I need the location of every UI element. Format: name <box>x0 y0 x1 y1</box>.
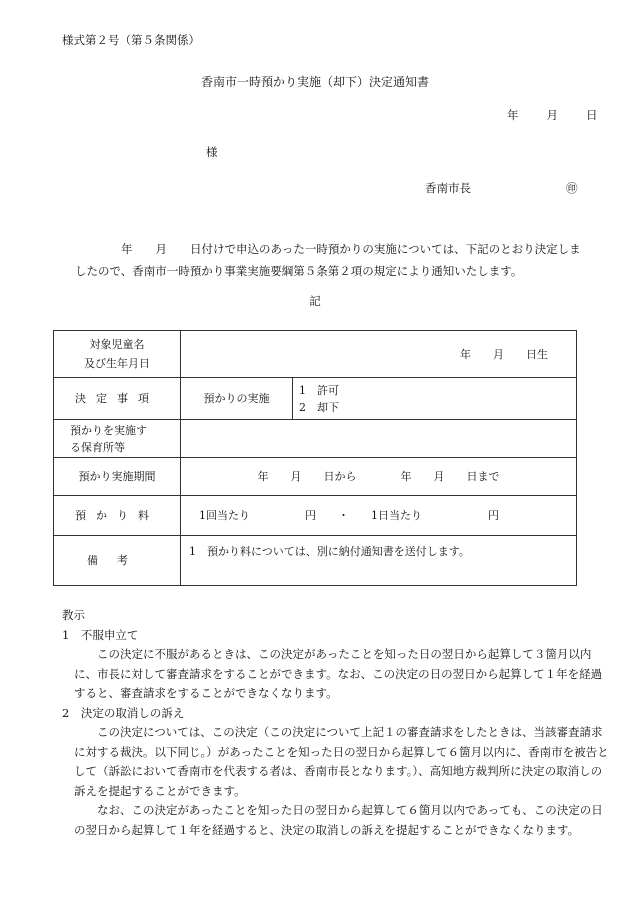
intro-paragraph: 年 月 日付けで申込のあった一時預かりの実施については、下記のとおり決定しましたので、香南市一時預かり事業実施要綱第５条第２項の規定により通知いたします。 <box>75 242 581 278</box>
lawsuit-body-1: この決定については、この決定（この決定について上記１の審査請求をしたときは、当該審査請求に対する裁決。以下同じ。）があったことを知った日の翌日から起算して６箇月以内に、香南市を被告として（訴訟において香南市を代表する者は、香南市長となります。）、高知地方裁判所に決定の取消しの訴えを提起することができます。 <box>74 725 609 798</box>
lawsuit-body-2: なお、この決定があったことを知った日の翌日から起算して６箇月以内であっても、この決定の日の翌日から起算して１年を経過すると、決定の取消しの訴えを提起することができなくなります。 <box>74 803 603 837</box>
instructions-section <box>62 606 610 840</box>
date-year: 年 <box>507 108 519 122</box>
table-row-child <box>54 331 577 378</box>
child-birthdate-field: 年 月 日生 <box>181 331 577 378</box>
decision-label: 決定事項 <box>54 378 181 420</box>
table-row-fee <box>54 496 577 536</box>
seal-mark: ㊞ <box>566 181 578 195</box>
decision-sub-label: 預かりの実施 <box>181 378 293 420</box>
lawsuit-heading: 2 決定の取消しの訴え <box>62 705 185 720</box>
sender-name: 香南市長 <box>425 181 471 195</box>
remarks-field: 1 預かり料については、別に納付通知書を送付します。 <box>181 536 577 586</box>
document-title: 香南市一時預かり実施（却下）決定通知書 <box>200 75 429 89</box>
date-day: 日 <box>586 108 598 122</box>
appeal-heading: 1 不服申立て <box>62 627 139 642</box>
addressee-honorific: 様 <box>206 145 218 159</box>
form-number: 様式第２号（第５条関係） <box>62 33 200 47</box>
nursery-label <box>54 420 181 458</box>
date-month: 月 <box>546 108 558 122</box>
decision-options <box>293 378 577 420</box>
ki-heading: 記 <box>309 294 321 308</box>
table-row-decision <box>54 378 577 420</box>
nursery-label-line2: る保育所等 <box>70 440 125 454</box>
decision-table <box>53 330 577 586</box>
period-field: 年 月 日から 年 月 日まで <box>181 458 577 496</box>
table-row-remarks <box>54 536 577 586</box>
option-approve: 1 許可 <box>299 383 339 397</box>
child-label <box>54 331 181 378</box>
fee-label: 預かり料 <box>54 496 181 536</box>
instructions-heading: 教示 <box>62 608 85 622</box>
nursery-label-line1: 預かりを実施す <box>70 423 147 437</box>
child-label-line1: 対象児童名 <box>89 338 145 351</box>
nursery-field <box>181 420 577 458</box>
remarks-label: 備考 <box>54 536 181 586</box>
period-label: 預かり実施期間 <box>54 458 181 496</box>
table-row-nursery <box>54 420 577 458</box>
table-row-period <box>54 458 577 496</box>
option-reject: 2 却下 <box>299 400 339 414</box>
child-label-line2: 及び生年月日 <box>84 357 150 370</box>
fee-field: 1回当たり 円 ・ 1日当たり 円 <box>181 496 577 536</box>
issue-date <box>507 110 598 122</box>
appeal-body: この決定に不服があるときは、この決定があったことを知った日の翌日から起算して３箇月以内に、市長に対して審査請求をすることができます。なお、この決定の日の翌日から起算して１年を経過すると、審査請求をすることができなくなります。 <box>74 647 603 700</box>
